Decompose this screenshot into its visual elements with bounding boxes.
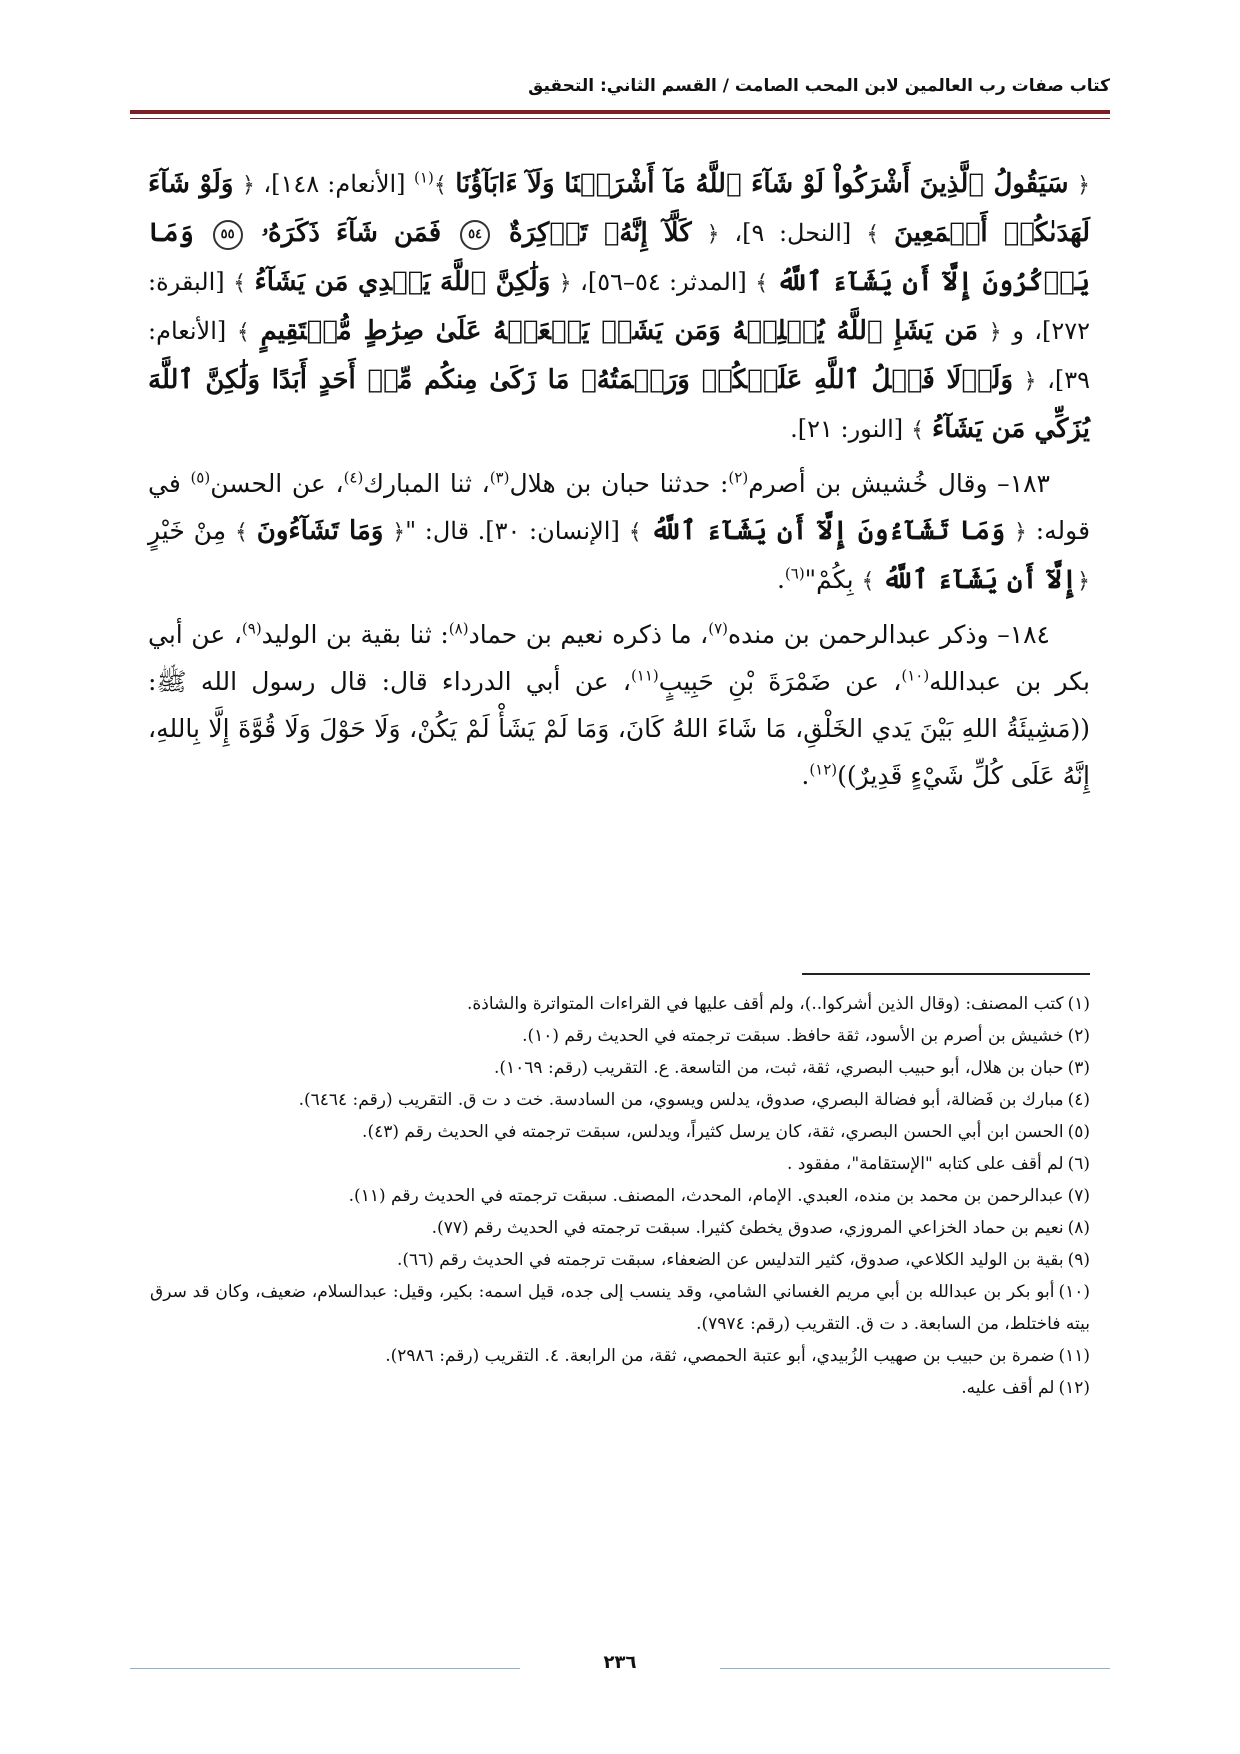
footnote-item	[150, 1052, 1090, 1084]
footnote-item	[150, 1340, 1090, 1372]
footnote-number: (٣)	[1067, 1058, 1090, 1078]
quran-verse: وَلَوْ شَآءَ لَهَدَىٰكُمۡ أَجۡمَعِينَ	[148, 169, 1091, 248]
footnote-text: خشيش بن أصرم بن الأسود، ثقة حافظ. سبقت ترجمته في الحديث رقم (١٠).	[522, 1026, 1064, 1046]
footnote-text: عبدالرحمن بن محمد بن منده، العبدي. الإمام، المحدث، المصنف. سبقت ترجمته في الحديث رقم (١١).	[348, 1186, 1064, 1206]
footnote-ref: (٢)	[728, 468, 749, 487]
footnote-number: (٦)	[1067, 1154, 1090, 1174]
quran-verse: كَلَّآ إِنَّهُۥ تَذۡكِرَةٌ	[508, 218, 692, 248]
ornate-bracket-close-icon: ﴾	[861, 569, 875, 594]
footnote-number: (٨)	[1067, 1218, 1090, 1238]
ornate-bracket-open-icon: ﴿	[392, 520, 406, 545]
text-segment: .	[801, 761, 810, 790]
paragraph-quran-verses	[148, 160, 1090, 454]
text-segment: ، ما ذكره نعيم بن حماد	[468, 620, 709, 649]
footnote-ref: (١)	[414, 168, 434, 187]
ornate-bracket-close-icon: ﴾	[433, 173, 447, 198]
footnote-number: (٧)	[1067, 1186, 1090, 1206]
footnote-item	[150, 1244, 1090, 1276]
verse-reference: [النور: ٢١].	[790, 415, 904, 443]
footnote-text: الحسن ابن أبي الحسن البصري، ثقة، كان يرسل كثيراً، ويدلس، سبقت ترجمته في الحديث رقم (٤٣).	[362, 1122, 1064, 1142]
footnote-number: (١٠)	[1058, 1282, 1090, 1302]
main-text	[148, 160, 1090, 805]
text-segment: بِكُمْ"	[804, 565, 854, 594]
text-segment: : ثنا بقية بن الوليد	[261, 620, 449, 649]
footnote-number: (٢)	[1067, 1026, 1090, 1046]
text-segment: ، ثنا المبارك	[363, 469, 490, 498]
text-segment: ، عن الحسن	[210, 469, 344, 498]
ornate-bracket-open-icon: ﴿	[988, 320, 1002, 345]
footnote-number: (١١)	[1058, 1346, 1090, 1366]
text-segment: .	[776, 565, 785, 594]
footnote-text: ضمرة بن حبيب بن صهيب الزُبيدي، أبو عتبة الحمصي، ثقة، من الرابعة. ٤. التقريب (رقم: ٢٩٨٦).	[385, 1346, 1055, 1366]
quran-verse: سَيَقُولُ ٱلَّذِينَ أَشْرَكُواْ لَوْ شَآءَ ٱللَّهُ مَآ أَشْرَكۡنَا وَلَآ ءَابَآؤُنَا	[455, 169, 1069, 199]
ornate-bracket-close-icon: ﴾	[866, 222, 880, 247]
ayah-number-marker: ٥٥	[213, 220, 243, 250]
verse-reference: [الإنسان: ٣٠]. قال: "	[405, 517, 620, 545]
ornate-bracket-open-icon: ﴿	[1077, 173, 1090, 198]
ornate-bracket-open-icon: ﴿	[241, 173, 255, 198]
footnote-text: بقية بن الوليد الكلاعي، صدوق، كثير التدليس عن الضعفاء، سبقت ترجمته في الحديث رقم (٦٦).	[396, 1250, 1064, 1270]
footnote-text: أبو بكر بن عبدالله بن أبي مريم الغساني الشامي، وقد ينسب إلى جده، قيل اسمه: بكير، وقيل: عبدالسلام، ضعيف، وكان قد سرق بيته فاختلط، من السابعة. د ت ق. التقريب (رقم: ٧٩٧٤).	[150, 1282, 1090, 1334]
footnote-ref: (٥)	[190, 468, 211, 487]
verse-reference: [الأنعام: ٣٩]،	[148, 317, 1090, 394]
text-segment: ، عن أبي بكر بن عبدالله	[148, 620, 1090, 696]
verse-reference: [المدثر: ٥٤–٥٦]،	[580, 268, 747, 296]
footnote-text: لم أقف على كتابه "الإستقامة"، مفقود .	[787, 1154, 1064, 1174]
footnote-number: (٤)	[1067, 1090, 1090, 1110]
ornate-bracket-close-icon: ﴾	[911, 418, 925, 443]
footnote-text: نعيم بن حماد الخزاعي المروزي، صدوق يخطئ كثيرا. سبقت ترجمته في الحديث رقم (٧٧).	[431, 1218, 1064, 1238]
quran-verse: وَلَوۡلَا فَضۡلُ ٱللَّهِ عَلَيۡكُمۡ وَرَحۡمَتُهُۥ مَا زَكَىٰ مِنكُم مِّنۡ أَحَدٍ أَبَدًا وَلَٰكِنَّ ٱللَّهَ يُزَكِّي مَن يَشَآءُ	[148, 365, 1090, 444]
footnote-text: لم أقف عليه.	[961, 1378, 1055, 1398]
footnote-separator	[802, 973, 1090, 975]
footnote-ref: (١١)	[630, 666, 659, 685]
footnote-item	[150, 1212, 1090, 1244]
footnote-ref: (١٠)	[901, 666, 930, 685]
text-segment: ، عن أبي الدرداء قال: قال رسول الله ﷺ: ((مَشِيئَةُ اللهِ بَيْنَ يَدي الخَلْقِ، مَا شَاءَ اللهُ كَانَ، وَمَا لَمْ يَشَأْ لَمْ يَكُنْ، وَلَا حَوْلَ وَلَا قُوَّةَ إِلَّا بِاللهِ، إِنَّهُ عَلَى كُلِّ شَيْءٍ قَدِيرٌ))	[148, 667, 1090, 790]
ornate-bracket-open-icon: ﴿	[558, 271, 572, 296]
paragraph-hadith-183	[148, 460, 1090, 605]
quran-verse: وَمَا يَذۡكُرُونَ إِلَّآ أَن يَشَآءَ ٱللَّهُ	[148, 218, 1090, 297]
footnote-ref: (٣)	[489, 468, 510, 487]
ornate-bracket-close-icon: ﴾	[236, 320, 250, 345]
footnote-number: (١٢)	[1058, 1378, 1090, 1398]
quran-verse: وَمَا تَشَآءُونَ إِلَّآ أَن يَشَآءَ ٱللَّهُ	[650, 516, 1006, 546]
verse-reference: [الأنعام: ١٤٨]،	[263, 170, 406, 198]
footnote-item	[150, 1180, 1090, 1212]
footnote-number: (٥)	[1067, 1122, 1090, 1142]
ornate-bracket-close-icon: ﴾	[755, 271, 769, 296]
quran-verse: فَمَن شَآءَ ذَكَرَهُۥ	[261, 218, 442, 248]
text-segment: مِنْ خَيْرٍ	[148, 516, 227, 545]
footnote-ref: (٦)	[784, 564, 805, 583]
verse-reference: [البقرة: ٢٧٢]، و	[148, 268, 1091, 345]
verse-reference: [النحل: ٩]،	[734, 219, 852, 247]
footnote-number: (٩)	[1067, 1250, 1090, 1270]
footnote-ref: (٩)	[241, 619, 262, 638]
footnote-number: (١)	[1067, 994, 1090, 1014]
ornate-bracket-close-icon: ﴾	[628, 520, 642, 545]
text-segment: ، عن ضَمْرَةَ بْنِ حَبِيبٍ	[658, 667, 902, 696]
quran-verse: وَمَا تَشَآءُونَ	[256, 516, 384, 546]
footnote-text: كتب المصنف: (وقال الذين أشركوا..)، ولم أقف عليها في القراءات المتواترة والشاذة.	[467, 994, 1064, 1014]
ornate-bracket-open-icon: ﴿	[1023, 369, 1037, 394]
ayah-number-marker: ٥٤	[460, 220, 490, 250]
footnote-item	[150, 1116, 1090, 1148]
running-header: كتاب صفات رب العالمين لابن المحب الصامت / القسم الثاني: التحقيق	[528, 76, 1110, 96]
footnote-item	[150, 1084, 1090, 1116]
paragraph-hadith-184	[148, 611, 1090, 799]
quran-verse: وَلَٰكِنَّ ٱللَّهَ يَهۡدِي مَن يَشَآءُ	[254, 267, 551, 297]
ornate-bracket-close-icon: ﴾	[233, 271, 247, 296]
footnote-ref: (٧)	[708, 619, 729, 638]
ornate-bracket-open-icon: ﴿	[1077, 569, 1090, 594]
header-rule-thick	[130, 110, 1110, 114]
text-segment: ١٨٤– وذكر عبدالرحمن بن منده	[728, 620, 1050, 649]
footnote-ref: (٤)	[343, 468, 364, 487]
ornate-bracket-close-icon: ﴾	[234, 520, 248, 545]
footnote-item	[150, 1148, 1090, 1180]
footnote-item	[150, 988, 1090, 1020]
quran-verse: مَن يَشَإِ ٱللَّهُ يُضۡلِلۡهُ وَمَن يَشَأۡ يَجۡعَلۡهُ عَلَىٰ صِرَٰطٍ مُّسۡتَقِيمٍ	[260, 316, 979, 346]
footnote-item	[150, 1276, 1090, 1340]
text-segment: ١٨٣– وقال خُشيش بن أصرم	[748, 469, 1050, 498]
footnote-text: مبارك بن فَضالة، أبو فضالة البصري، صدوق، يدلس ويسوي، من السادسة. خت د ت ق. التقريب (رقم: ٦٤٦٤).	[298, 1090, 1064, 1110]
text-segment: في قوله:	[148, 469, 1091, 545]
footnote-item	[150, 1372, 1090, 1404]
footnote-item	[150, 1020, 1090, 1052]
header-rule-thin	[130, 118, 1110, 119]
page-number: ٢٣٦	[603, 1652, 637, 1673]
footnote-ref: (١٢)	[809, 760, 838, 779]
text-segment: : حدثنا حبان بن هلال	[509, 469, 729, 498]
ornate-bracket-open-icon: ﴿	[1013, 520, 1027, 545]
quran-verse: إِلَّآ أَن يَشَآءَ ٱللَّهُ	[882, 565, 1078, 595]
footnote-text: حبان بن هلال، أبو حبيب البصري، ثقة، ثبت، من التاسعة. ع. التقريب (رقم: ١٠٦٩).	[493, 1058, 1064, 1078]
footnote-ref: (٨)	[448, 619, 469, 638]
ornate-bracket-open-icon: ﴿	[706, 222, 720, 247]
footnotes	[150, 988, 1090, 1404]
